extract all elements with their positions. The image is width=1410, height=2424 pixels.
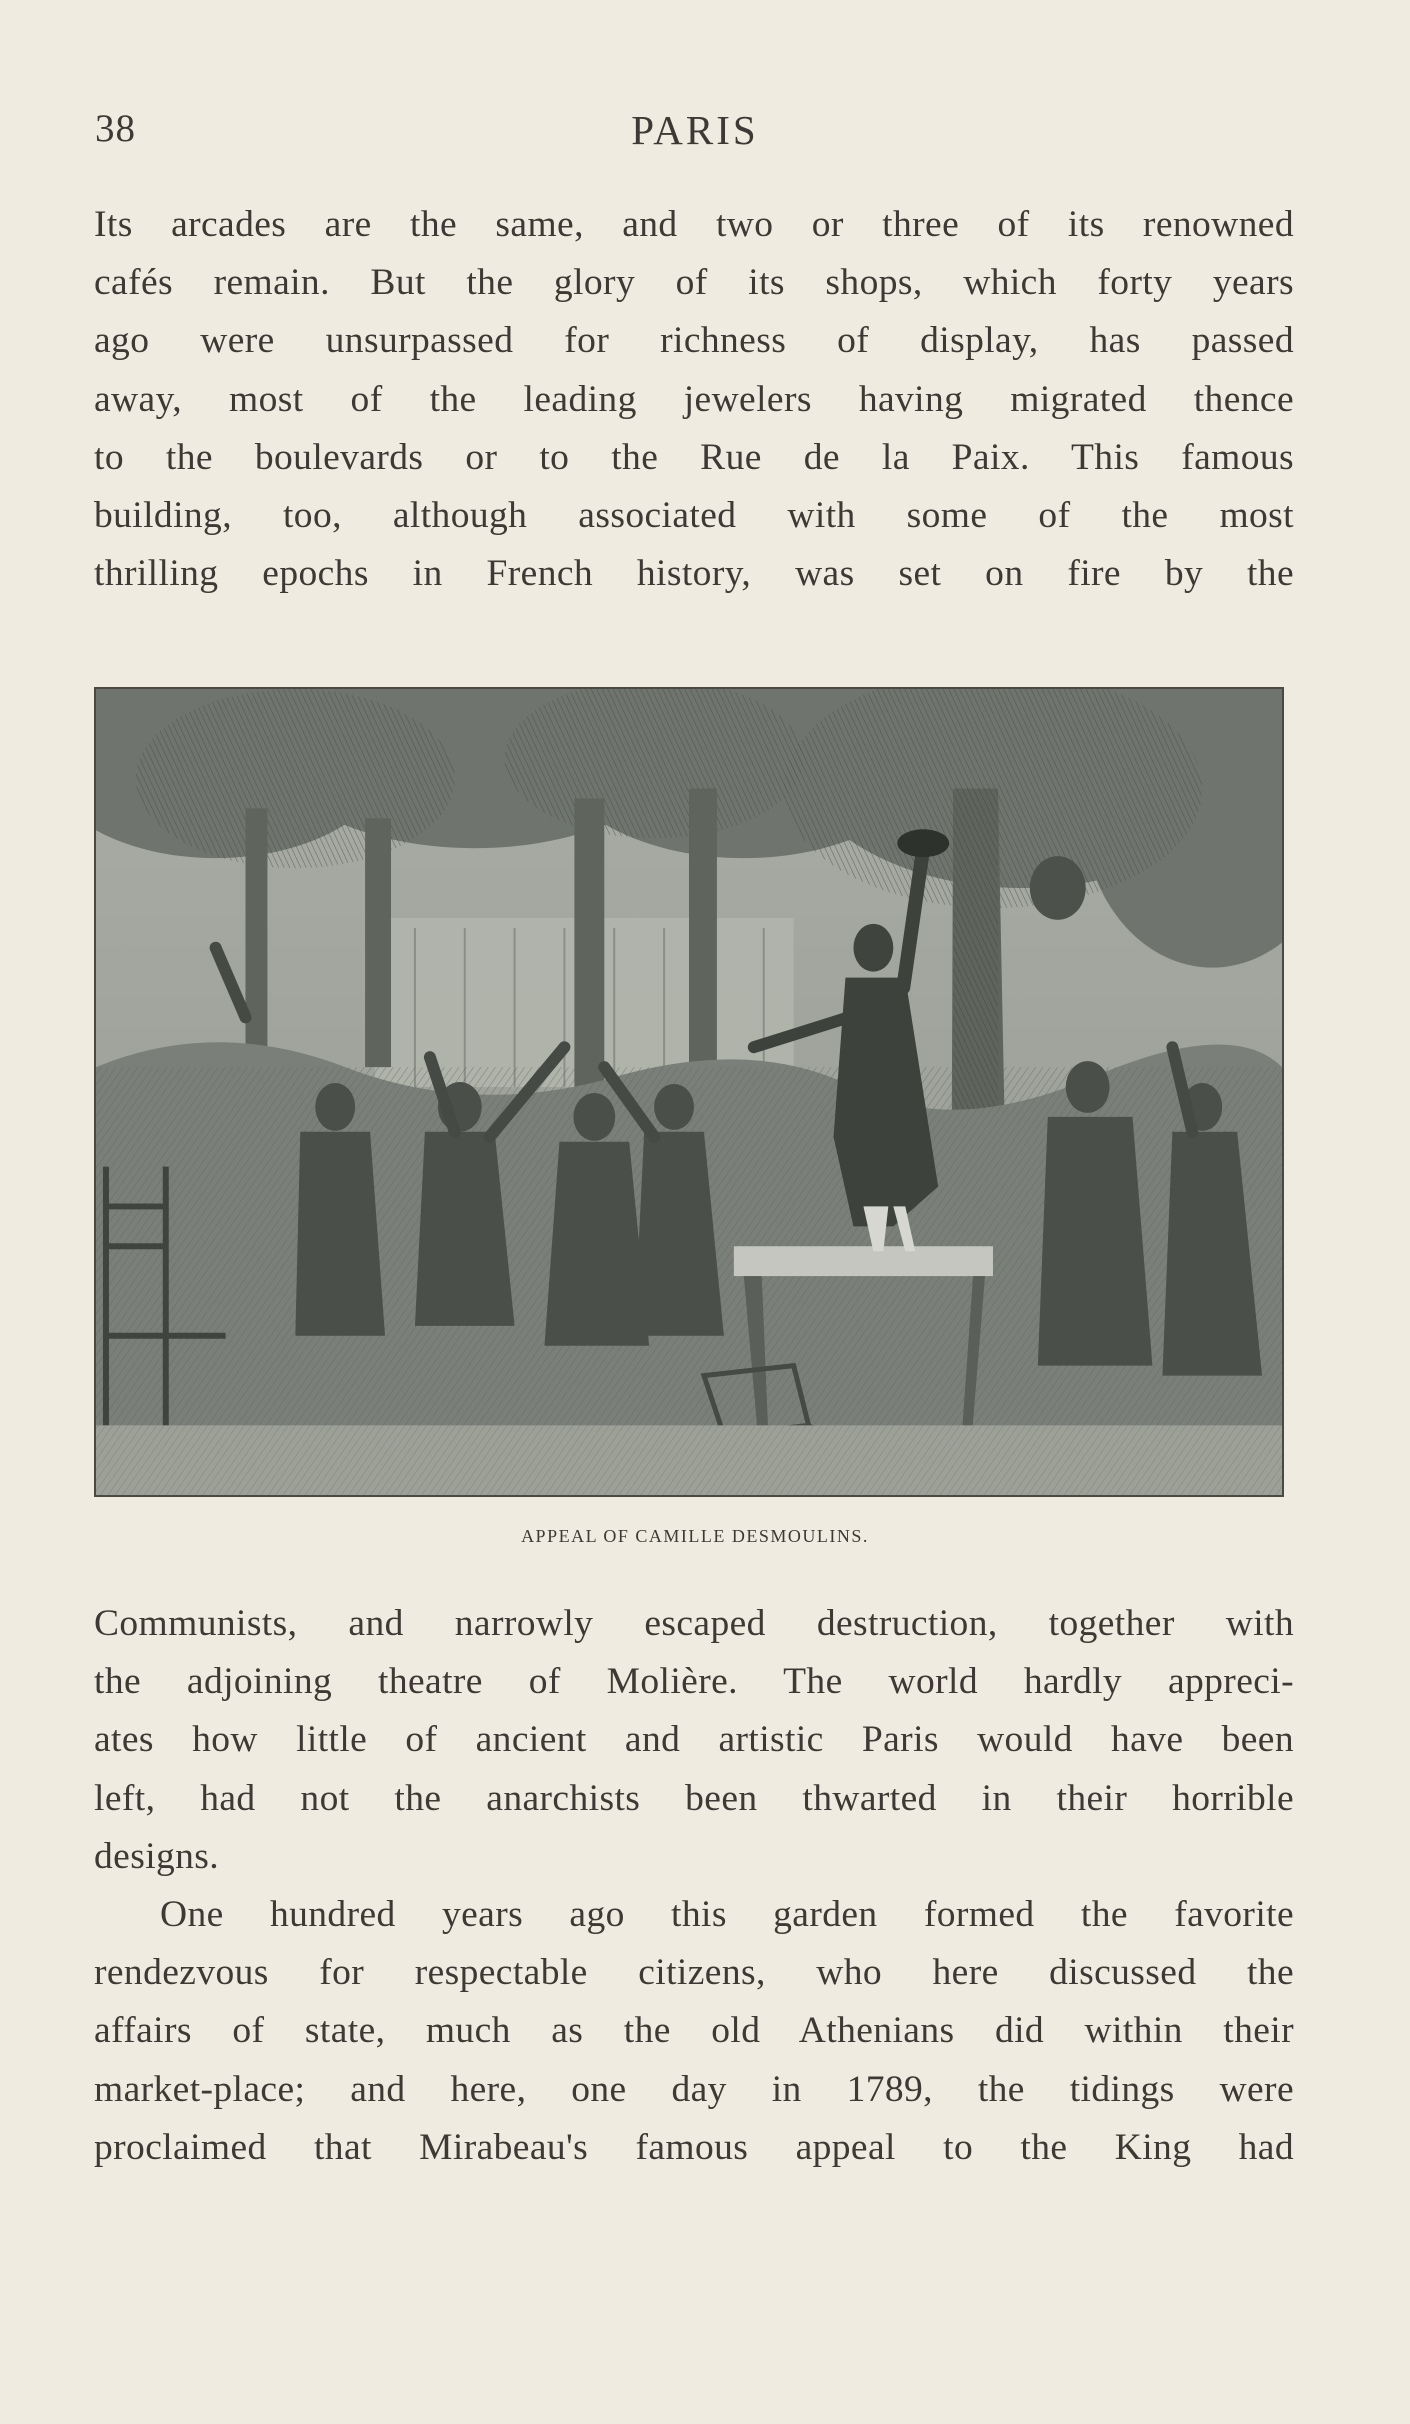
engraving-illustration xyxy=(94,687,1284,1497)
engraving-scene xyxy=(96,689,1282,1495)
body-text-bottom xyxy=(94,1595,1294,2177)
text-line: designs. xyxy=(94,1835,220,1877)
figure-caption: APPEAL OF CAMILLE DESMOULINS. xyxy=(521,1526,869,1546)
running-title: PARIS xyxy=(631,107,759,153)
text-line: thrilling epochs in French history, was set on fire by the xyxy=(94,553,1294,595)
text-line: affairs of state, much as the old Athenians did within their xyxy=(94,2010,1294,2052)
text-line: ates how little of ancient and artistic Paris would have been xyxy=(94,1719,1294,1761)
text-line: rendezvous for respectable citizens, who here discussed the xyxy=(94,1952,1294,1994)
text-line: left, had not the anarchists been thwarted in their horrible xyxy=(94,1777,1294,1819)
text-line: proclaimed that Mirabeau's famous appeal to the King had xyxy=(94,2126,1294,2168)
text-line: to the boulevards or to the Rue de la Paix. This famous xyxy=(94,436,1294,478)
body-text-top xyxy=(94,196,1294,603)
page-number: 38 xyxy=(95,107,136,150)
text-line: One hundred years ago this garden formed the favorite xyxy=(160,1893,1294,1935)
text-line: cafés remain. But the glory of its shops, which forty years xyxy=(94,262,1294,304)
text-line: Communists, and narrowly escaped destruction, together with xyxy=(94,1603,1294,1644)
text-line: market-place; and here, one day in 1789, the tidings were xyxy=(94,2068,1294,2110)
text-line: away, most of the leading jewelers having migrated thence xyxy=(94,378,1294,420)
text-line: building, too, although associated with some of the most xyxy=(94,494,1294,536)
text-line: the adjoining theatre of Molière. The world hardly appreci- xyxy=(94,1661,1294,1703)
text-line: Its arcades are the same, and two or three of its renowned xyxy=(94,204,1294,245)
text-line: ago were unsurpassed for richness of display, has passed xyxy=(94,320,1294,362)
